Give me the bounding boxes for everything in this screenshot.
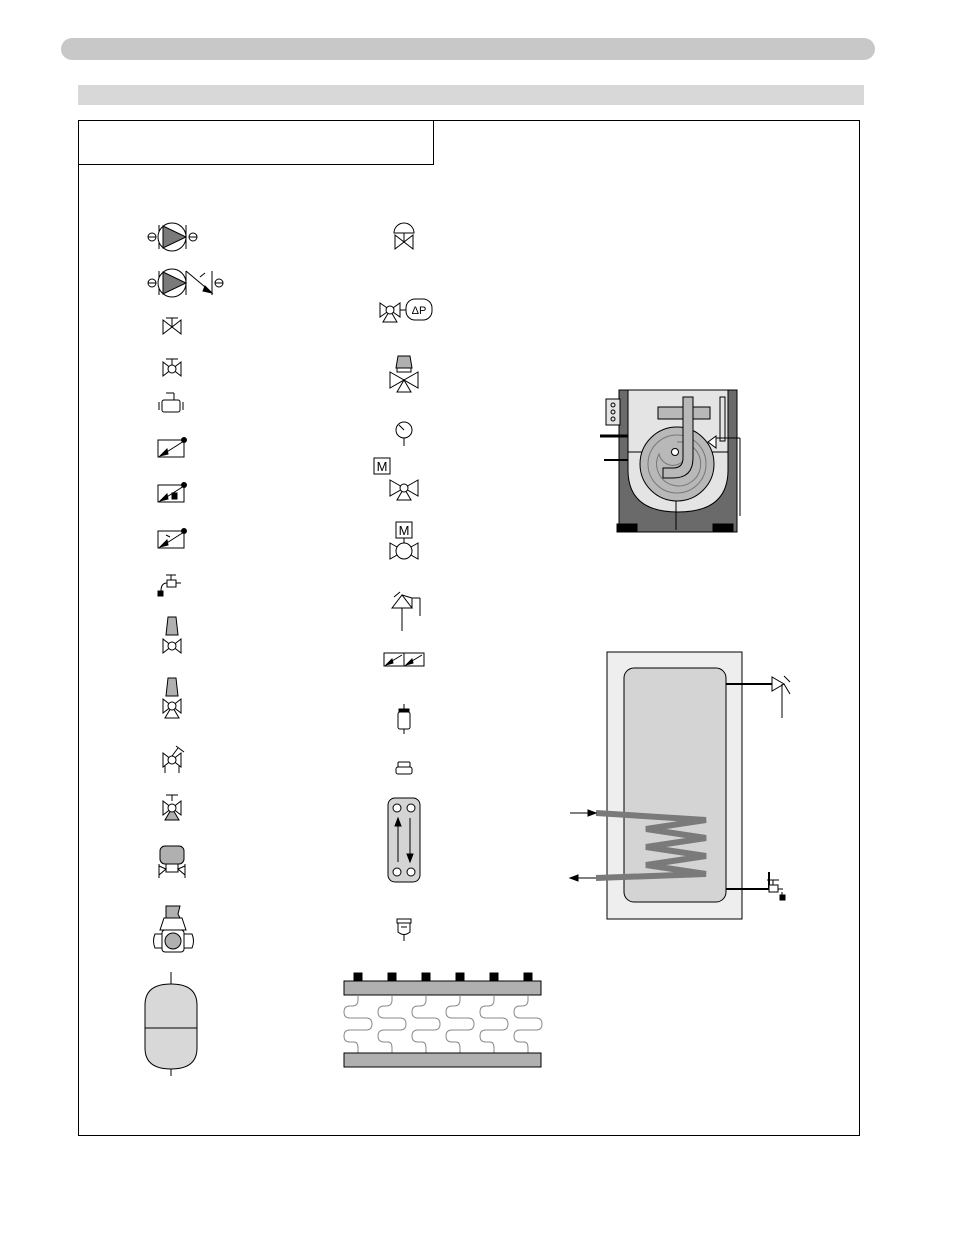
diaphragm-valve-icon [394, 223, 414, 249]
thermostatic-valve-icon [163, 617, 181, 653]
motorized-three-way-valve-icon [374, 458, 418, 500]
underfloor-heating-manifold-icon [344, 973, 542, 1067]
pressure-gauge-icon [396, 422, 412, 446]
pressure-reducing-valve-icon [154, 906, 194, 952]
plate-heat-exchanger-icon [388, 798, 420, 882]
automatic-air-vent-icon [398, 704, 410, 734]
hot-water-cylinder-icon [570, 652, 790, 919]
gate-valve-icon [163, 318, 181, 334]
svg-text:ΔP: ΔP [411, 305, 427, 317]
check-valve-icon [158, 438, 187, 458]
filter-icon [397, 919, 411, 941]
svg-text:M: M [376, 459, 388, 474]
adjustable-check-valve-icon [158, 529, 187, 549]
air-vent-icon [396, 762, 412, 774]
differential-pressure-valve-icon [380, 299, 432, 322]
strainer-icon [159, 393, 183, 412]
svg-text:M: M [398, 523, 410, 538]
motorized-valve-icon [390, 522, 418, 559]
pump-with-isolating-valves-icon [148, 223, 197, 251]
drain-cock-icon [158, 575, 181, 596]
safety-valve-icon [392, 592, 420, 631]
check-valve-with-lock-icon [158, 483, 187, 503]
flow-meter-icon [159, 846, 185, 878]
pump-with-check-valve-icon [148, 269, 223, 297]
double-check-valve-icon [384, 653, 424, 666]
expansion-vessel-icon [145, 972, 197, 1076]
boiler-icon [600, 390, 740, 532]
thermostatic-mixing-valve-icon [390, 356, 418, 392]
balancing-valve-icon [163, 746, 184, 773]
thermostatic-angle-valve-icon [163, 678, 181, 718]
ball-valve-icon [163, 359, 181, 376]
three-way-valve-icon [163, 795, 181, 820]
